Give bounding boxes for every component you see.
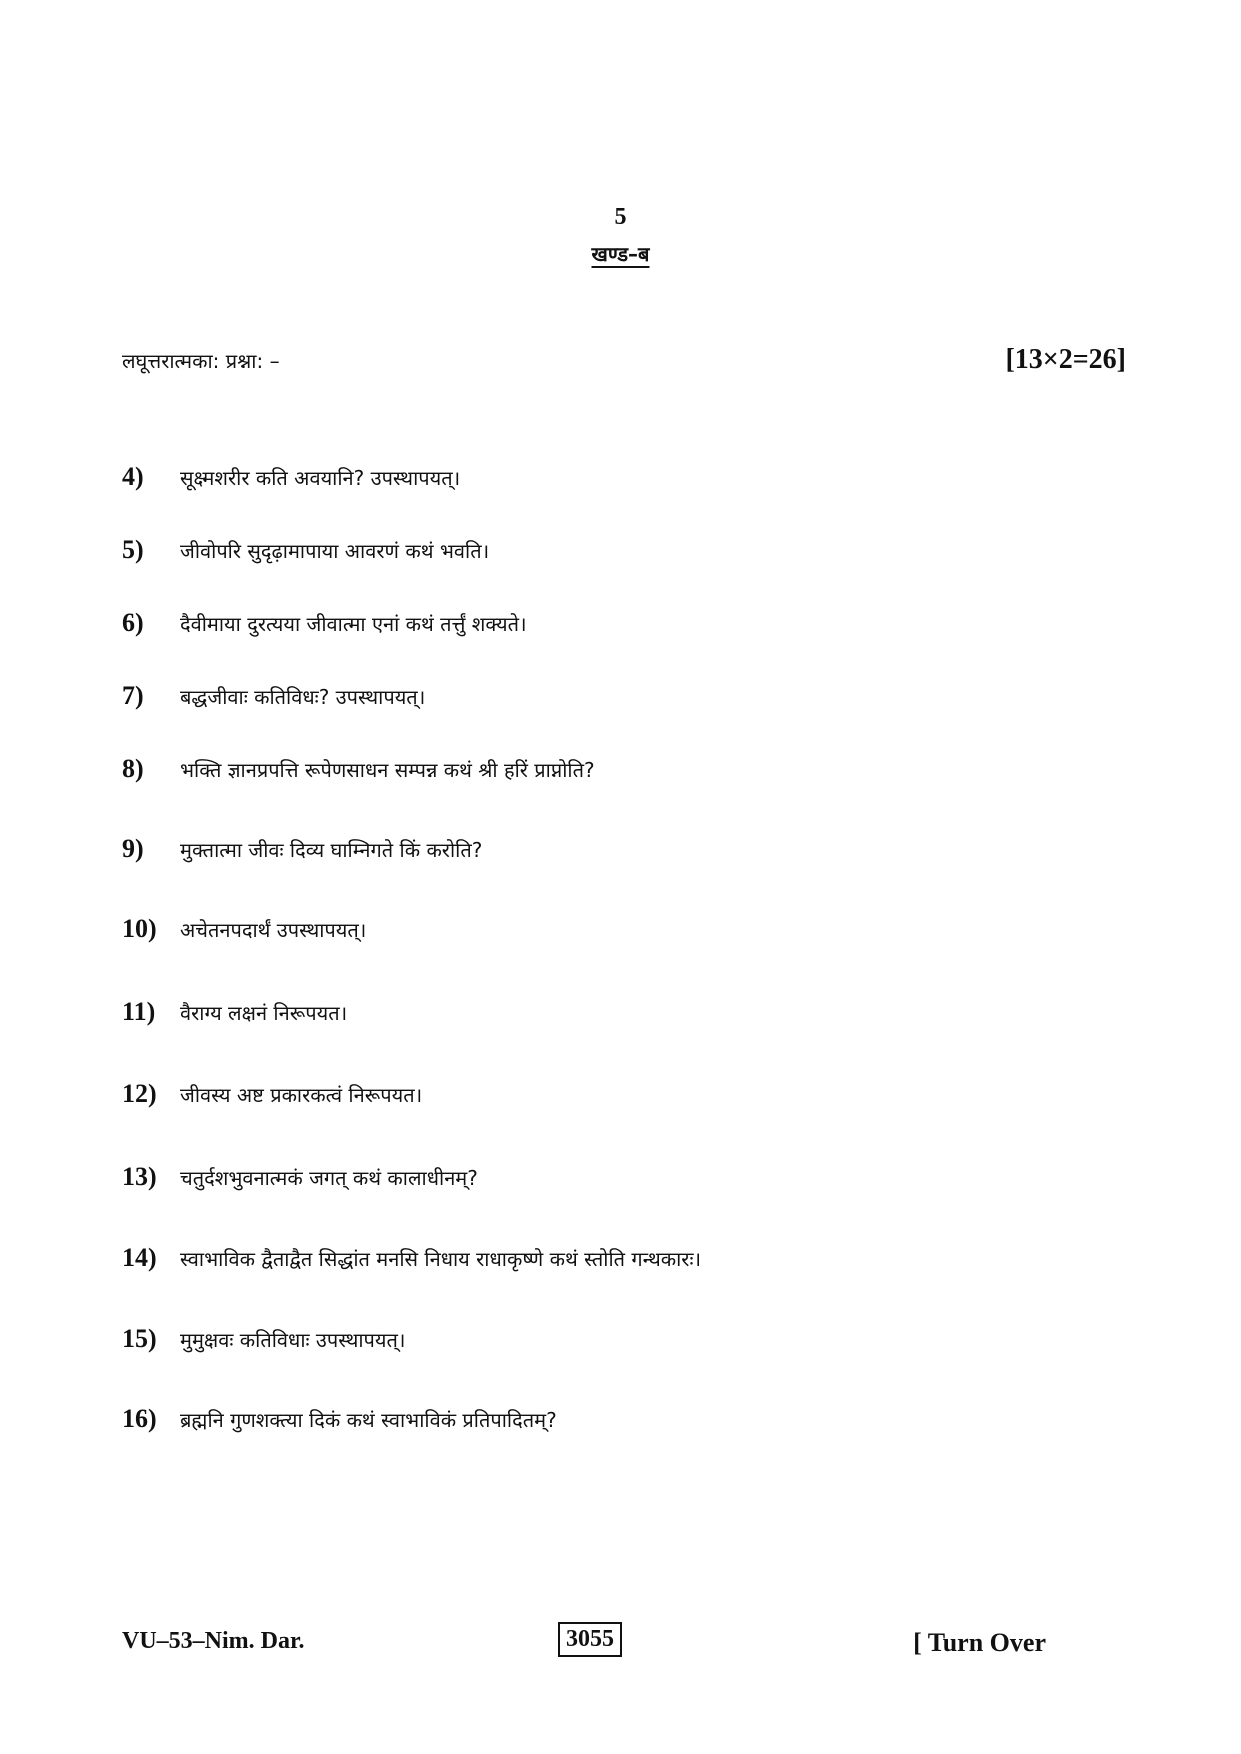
question-text: सूक्ष्मशरीर कति अवयानि? उपस्थापयत्। [180,466,461,490]
question-number: 14) [122,1243,157,1272]
turn-over-label: [ Turn Over [913,1628,1046,1657]
question-number: 15) [122,1324,157,1353]
question-number: 11) [122,997,156,1026]
question-text: जीवोपरि सुदृढ़ामापाया आवरणं कथं भवति। [180,539,490,563]
question-number: 4) [122,462,144,491]
question-number: 13) [122,1162,157,1191]
section-title: खण्ड–ब [591,242,650,266]
question-text: मुक्तात्मा जीवः दिव्य घाम्निगते किं करोति? [180,838,483,862]
question-item [122,754,595,784]
question-item [122,997,347,1027]
question-number: 16) [122,1404,157,1433]
question-text: बद्धजीवाः कतिविधः? उपस्थापयत्। [180,685,426,709]
paper-number-box: 3055 [558,1622,622,1657]
question-item [122,462,460,492]
question-item [122,914,366,944]
instruction-text: लघूत्तरात्मका: प्रश्ना: – [122,349,280,373]
question-number: 7) [122,681,144,710]
question-text: जीवस्य अष्ट प्रकारकत्वं निरूपयत। [180,1083,423,1107]
question-number: 12) [122,1079,157,1108]
question-item [122,681,425,711]
question-number: 5) [122,535,144,564]
question-text: चतुर्दशभुवनात्मकं जगत् कथं कालाधीनम्? [180,1166,478,1190]
question-text: ब्रह्मनि गुणशक्त्या दिकं कथं स्वाभाविकं प्रतिपादितम्? [180,1408,557,1432]
question-item [122,1162,478,1192]
question-item [122,1324,406,1354]
instruction-row [122,344,1126,376]
question-item [122,535,489,565]
question-item [122,1243,701,1273]
question-item [122,834,482,864]
question-text: मुमुक्षवः कतिविधाः उपस्थापयत्। [180,1328,406,1352]
question-number: 9) [122,834,144,863]
marks-allocation: [13×2=26] [1005,344,1126,375]
page-number: 5 [614,204,627,230]
question-text: स्वाभाविक द्वैताद्वैत सिद्धांत मनसि निधाय राधाकृष्णे कथं स्तोति गन्थकारः। [180,1247,702,1271]
question-number: 8) [122,754,144,783]
page-footer [122,1622,1046,1662]
course-code: VU–53–Nim. Dar. [122,1628,305,1654]
question-number: 6) [122,608,144,637]
question-item [122,608,527,638]
question-text: अचेतनपदार्थं उपस्थापयत्। [180,918,367,942]
question-text: वैराग्य लक्षनं निरूपयत। [180,1001,348,1025]
question-number: 10) [122,914,157,943]
question-item [122,1404,557,1434]
question-item [122,1079,422,1109]
question-text: दैवीमाया दुरत्यया जीवात्मा एनां कथं तर्त्तुं शक्यते। [180,612,527,636]
question-text: भक्ति ज्ञानप्रपत्ति रूपेणसाधन सम्पन्न कथं श्री हरिं प्राप्नोति? [180,758,595,782]
